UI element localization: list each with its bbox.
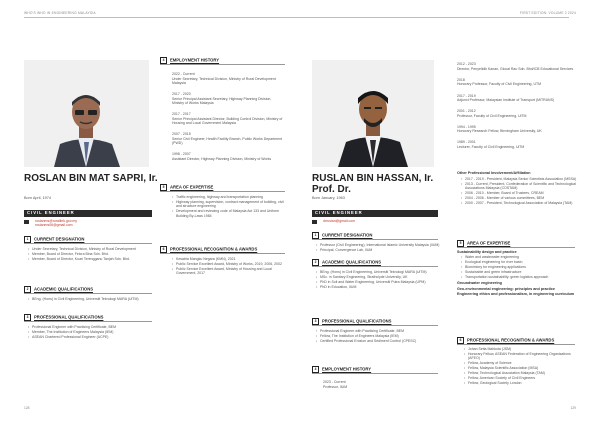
- page-number-right: 129: [570, 406, 576, 410]
- section-title: ACADEMIC QUALIFICATIONS: [34, 286, 94, 292]
- profession-bar-left: CIVIL ENGINEER: [24, 210, 152, 217]
- employment-history-right-cont: [457, 58, 575, 156]
- list-other-involvement: [457, 177, 579, 206]
- email-icon: [312, 220, 317, 224]
- section-awards: [160, 246, 285, 254]
- running-header-left: WHO'S WHO IN ENGINEERING MALAYSIA: [24, 11, 96, 15]
- section-employment: [160, 57, 285, 65]
- employment-entry: 2022 - Current Under Secretary, Technical Division, Ministry of Rural Development Malaysia: [172, 72, 276, 86]
- section-academic: [24, 286, 152, 294]
- email-list-left: [35, 219, 77, 228]
- list-item: • Principal, Convergence Lab, IIUM: [316, 248, 440, 252]
- section-title: PROFESSIONAL QUALIFICATIONS: [322, 318, 392, 324]
- list-item: • BEng. (Hons) in Civil Engineering, Universiti Teknologi MARA (UiTM): [316, 270, 440, 274]
- section-title: AREA OF EXPERTISE: [170, 184, 214, 190]
- page-number-left: 128: [24, 406, 30, 410]
- section-title: ACADEMIC QUALIFICATIONS: [322, 259, 382, 265]
- section-number: 2: [312, 259, 319, 266]
- list-item: • ASEAN Chartered Professional Engineer (ACPE): [28, 335, 152, 339]
- list-item: • Fellow, The Institution of Engineers Malaysia (IEM): [316, 334, 440, 338]
- email-link[interactable]: drruslan@gmail.com: [323, 219, 356, 223]
- employment-entry: 2017 - 2020 Senior Principal Assistant Secretary, Highway Planning Division, Ministry of Works Malaysia: [172, 92, 272, 106]
- section-title: AREA OF EXPERTISE: [467, 240, 511, 246]
- list-awards-left: [168, 257, 288, 276]
- list-academic-right: [312, 270, 440, 290]
- section-title: EMPLOYMENT HISTORY: [170, 57, 220, 63]
- list-item: • Highway planning, supervision, contract management of building, civil and structure engineering: [172, 200, 288, 209]
- list-awards-right: [460, 347, 579, 386]
- section-title: EMPLOYMENT HISTORY: [322, 366, 372, 372]
- employment-entry: 2023 - Current Professor, IIUM: [323, 380, 348, 389]
- section-title: PROFESSIONAL RECOGNITION & AWARDS: [170, 246, 258, 252]
- running-header-right: FIRST EDITION: VOLUME 2 2024: [519, 11, 576, 15]
- expertise-subheading: Groundwater engineering: [457, 280, 502, 285]
- section-current-designation: [312, 232, 438, 240]
- list-item: • Professional Engineer with Practising Certificate, BEM: [316, 329, 440, 333]
- section-title: CURRENT DESIGNATION: [34, 236, 85, 242]
- list-item: • Development and reviewing code of Malaysia Act 133 and Uniform Building By-Laws 1984: [172, 209, 288, 218]
- list-current-designation-right: [312, 243, 440, 253]
- employment-history-left: [172, 68, 284, 168]
- list-item: • Fellow, Geological Society London: [464, 381, 579, 385]
- section-professional: [24, 314, 152, 322]
- person-name-right: RUSLAN BIN HASSAN, Ir. Prof. Dr.: [312, 173, 434, 195]
- list-item: • Sustainable and green infrastructure: [461, 270, 575, 274]
- employment-entry: 1989 - 2001 Lecturer, Faculty of Civil Engineering, UiTM: [457, 140, 525, 149]
- person-name-left: ROSLAN BIN MAT SAPRI, Ir.: [24, 173, 158, 184]
- section-title: CURRENT DESIGNATION: [322, 232, 373, 238]
- section-expertise: [160, 184, 285, 192]
- section-number: 4: [160, 57, 167, 64]
- section-number: 3: [24, 314, 31, 321]
- list-item: • Certified Professional Erosion and Sediment Control (CPESC): [316, 339, 440, 343]
- expertise-subheading: Engineering ethics and professionalism, in engineering curriculum: [457, 292, 575, 297]
- birth-date-right: Born January, 1963: [312, 196, 345, 200]
- section-number: 1: [24, 236, 31, 243]
- section-number: 3: [312, 318, 319, 325]
- list-item: • Kesatria Mangku Negara (KMN), 2021: [172, 257, 288, 261]
- list-current-designation-left: [24, 247, 152, 262]
- list-item: • Water and wastewater engineering: [461, 255, 575, 259]
- section-number: 2: [24, 286, 31, 293]
- list-academic-left: [24, 297, 152, 302]
- list-item: • Ecological engineering for river basin: [461, 260, 575, 264]
- email-list-right: [323, 219, 355, 223]
- section-number: 6: [160, 246, 167, 253]
- list-item: • MSc. in Sanitary Engineering, Strathclyde University, UK: [316, 275, 440, 279]
- section-awards: [457, 337, 575, 345]
- section-current-designation: [24, 236, 152, 244]
- list-item: • Member, Board of Director, Felcra Bina Sdn. Bhd.: [28, 252, 152, 256]
- list-item: • Fellow, American Society of Civil Engineers: [464, 376, 579, 380]
- expertise-subheading: Sustainability design and practice: [457, 250, 517, 254]
- list-item: • 2006 - 2010 - Member, Board of Trustees, CREAM: [461, 191, 579, 195]
- section-professional: [312, 318, 438, 326]
- portrait-photo-left: [24, 60, 149, 167]
- portrait-photo-right: [312, 60, 434, 167]
- employment-entry: 2017 - 2019 Adjunct Professor, Malaysian Institute of Transport (MITRANS): [457, 93, 555, 103]
- employment-entry: 2017 - 2017 Senior Principal Assistant Director, Building Control Division, Ministry of Housing and Local Government Malaysia: [172, 112, 283, 126]
- list-item: • PhD in Soil and Water Engineering, Universiti Putra Malaysia (UPM): [316, 280, 440, 284]
- list-professional-right: [312, 329, 440, 344]
- list-item: • Under Secretary, Technical Division, Ministry of Rural Development: [28, 247, 152, 251]
- employment-entry: 2007 - 2015 Senior Civil Engineer, Health Facility Branch, Public Works Department (PWD): [172, 132, 283, 146]
- list-item: • Fellow, Technological Association Malaysia (TAM): [464, 371, 579, 375]
- list-item: • PhD in Education, IIUM: [316, 285, 440, 289]
- section-academic: [312, 259, 438, 267]
- list-item: • Transportation sustainability: green logistics approach: [461, 275, 575, 279]
- email-link[interactable]: roslanms@rurallink.gov.my: [35, 219, 77, 223]
- section-title: PROFESSIONAL RECOGNITION & AWARDS: [467, 337, 555, 343]
- section-title: PROFESSIONAL QUALIFICATIONS: [34, 314, 104, 320]
- email-icon: [24, 220, 29, 224]
- list-professional-left: [24, 325, 152, 340]
- list-item: • Public Service Excellent Award, Ministry of Housing and Local Government, 2017: [172, 267, 288, 276]
- section-number: 5: [457, 240, 464, 247]
- section-number: 4: [312, 366, 319, 373]
- list-item: • 2004 - 2006 - Member of various committees, BEM: [461, 196, 579, 200]
- employment-entry: 2001 - 2012 Professor, Faculty of Civil Engineering, UiTM: [457, 109, 527, 118]
- list-item: • Fellow, Malaysia Scientific Association (MSA): [464, 366, 579, 370]
- list-item: • Honorary Fellow, ASEAN Federation of Engineering Organisations (AFEO): [464, 352, 579, 361]
- list-item: • Biomimicry for engineering applications: [461, 265, 575, 269]
- list-item: • Public Service Excellent Award, Ministry of Works, 2019, 2006, 2002: [172, 262, 288, 266]
- list-item: • Fellow, Academy of Science: [464, 361, 579, 365]
- list-item: • Professional Engineer with Practising Certificate, BEM: [28, 325, 152, 329]
- list-item: • Traffic engineering, highway and transportation planning: [172, 195, 288, 199]
- section-number: 1: [312, 232, 319, 239]
- list-item: • 2013 - Current, President, Confederation of Scientific and Technological Associations Malaysia (COSTAM): [461, 182, 579, 191]
- list-expertise-right: [457, 255, 575, 279]
- section-employment: [312, 366, 438, 374]
- employment-entry: 1994 - 1995 Honorary Research Fellow, Birmingham University, UK: [457, 124, 542, 134]
- list-item: • BEng. (Hons) in Civil Engineering, Universiti Teknologi MARA (UiTM): [28, 297, 152, 301]
- expertise-block-right: [457, 250, 575, 297]
- header-rule: [24, 17, 569, 18]
- employment-entry: 1998 - 2007 Assistant Director, Highway Planning Division, Ministry of Works: [172, 152, 272, 161]
- section-number: 5: [160, 184, 167, 191]
- employment-history-right-start: [323, 376, 435, 396]
- birth-date-left: Born April, 1974: [24, 196, 52, 200]
- section-expertise: [457, 240, 575, 248]
- list-expertise-left: [168, 195, 288, 219]
- list-item: • Member, The Institution of Engineers Malaysia (IEM): [28, 330, 152, 334]
- list-item: • Johan Setia Mahkota (JSM): [464, 347, 579, 351]
- expertise-subheading: Geo-environmental engineering: principles and practice: [457, 286, 555, 291]
- employment-entry: 2012 - 2023 Director, Penyelidik Kanan, Glocal Rau Sdn. Bhd/ICB Educational Services: [457, 62, 574, 71]
- list-item: • 2017 - 2019 - President, Malaysia Senior Scientists Association (MSSA): [461, 177, 579, 181]
- other-involvement-heading: Other Professional Involvement/Affiliation: [457, 171, 531, 175]
- list-item: • Professor (Civil Engineering), International Islamic University Malaysia (IIUM): [316, 243, 440, 247]
- profession-bar-right: CIVIL ENGINEER: [312, 210, 438, 217]
- list-item: • Member, Board of Director, Kuari Terengganu Tanjah Sdn. Bhd.: [28, 257, 152, 261]
- section-number: 6: [457, 337, 464, 344]
- employment-entry: 2018 Honorary Professor, Faculty of Civil Engineering, UTM: [457, 78, 542, 87]
- list-item: • 2000 - 2007 - President, Technological Association of Malaysia (TAM): [461, 201, 579, 205]
- email-link[interactable]: roslanms06@gmail.com: [35, 223, 73, 228]
